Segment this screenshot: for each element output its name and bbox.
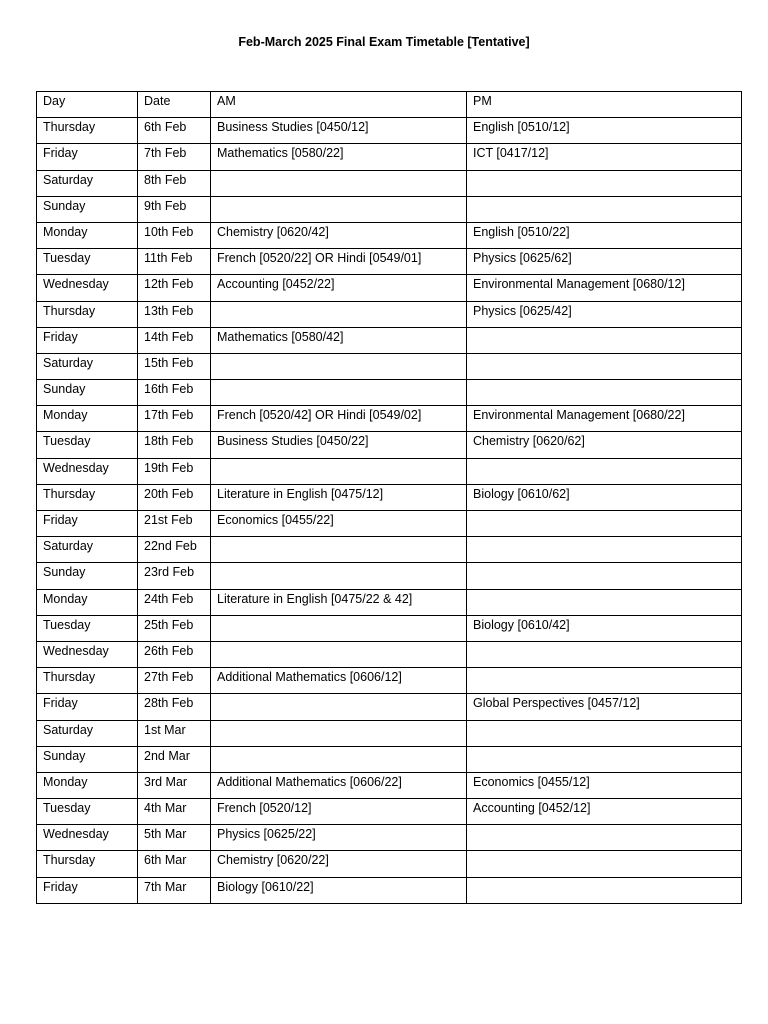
cell-pm (467, 720, 742, 746)
table-row (37, 406, 742, 432)
cell-am: Mathematics [0580/22] (211, 144, 467, 170)
cell-pm (467, 877, 742, 903)
cell-date: 2nd Mar (138, 746, 211, 772)
cell-date: 21st Feb (138, 511, 211, 537)
cell-date: 11th Feb (138, 249, 211, 275)
cell-am: Literature in English [0475/22 & 42] (211, 589, 467, 615)
cell-pm (467, 353, 742, 379)
table-row (37, 301, 742, 327)
table-row (37, 851, 742, 877)
cell-day: Sunday (37, 380, 138, 406)
cell-date: 1st Mar (138, 720, 211, 746)
cell-date: 14th Feb (138, 327, 211, 353)
cell-day: Wednesday (37, 275, 138, 301)
table-row (37, 511, 742, 537)
cell-am (211, 720, 467, 746)
table-row (37, 720, 742, 746)
cell-date: 12th Feb (138, 275, 211, 301)
cell-date: 9th Feb (138, 196, 211, 222)
cell-pm (467, 170, 742, 196)
cell-am (211, 615, 467, 641)
cell-day: Tuesday (37, 615, 138, 641)
table-row (37, 537, 742, 563)
cell-day: Sunday (37, 746, 138, 772)
cell-date: 28th Feb (138, 694, 211, 720)
cell-pm (467, 746, 742, 772)
cell-date: 10th Feb (138, 222, 211, 248)
table-row (37, 799, 742, 825)
cell-am: French [0520/42] OR Hindi [0549/02] (211, 406, 467, 432)
cell-date: 5th Mar (138, 825, 211, 851)
cell-date: 17th Feb (138, 406, 211, 432)
cell-day: Tuesday (37, 799, 138, 825)
cell-day: Saturday (37, 720, 138, 746)
cell-pm (467, 458, 742, 484)
cell-date: 4th Mar (138, 799, 211, 825)
cell-am: Business Studies [0450/22] (211, 432, 467, 458)
cell-am (211, 641, 467, 667)
cell-day: Friday (37, 511, 138, 537)
cell-pm: Environmental Management [0680/22] (467, 406, 742, 432)
table-header-row (37, 92, 742, 118)
cell-am: Additional Mathematics [0606/22] (211, 772, 467, 798)
cell-am (211, 458, 467, 484)
exam-timetable (36, 91, 742, 904)
cell-day: Wednesday (37, 641, 138, 667)
cell-day: Saturday (37, 537, 138, 563)
cell-pm: Chemistry [0620/62] (467, 432, 742, 458)
table-row (37, 458, 742, 484)
table-row (37, 353, 742, 379)
cell-pm: Physics [0625/62] (467, 249, 742, 275)
cell-date: 15th Feb (138, 353, 211, 379)
cell-am: Literature in English [0475/12] (211, 484, 467, 510)
cell-pm: Accounting [0452/12] (467, 799, 742, 825)
table-row (37, 144, 742, 170)
cell-am: Chemistry [0620/22] (211, 851, 467, 877)
cell-am: Additional Mathematics [0606/12] (211, 668, 467, 694)
cell-date: 7th Feb (138, 144, 211, 170)
cell-pm (467, 851, 742, 877)
cell-date: 27th Feb (138, 668, 211, 694)
cell-day: Friday (37, 694, 138, 720)
cell-am (211, 170, 467, 196)
cell-am (211, 353, 467, 379)
cell-date: 8th Feb (138, 170, 211, 196)
cell-date: 25th Feb (138, 615, 211, 641)
cell-day: Thursday (37, 668, 138, 694)
table-row (37, 118, 742, 144)
cell-am: Chemistry [0620/42] (211, 222, 467, 248)
table-row (37, 694, 742, 720)
table-row (37, 825, 742, 851)
cell-date: 24th Feb (138, 589, 211, 615)
cell-day: Saturday (37, 353, 138, 379)
cell-am: Economics [0455/22] (211, 511, 467, 537)
table-row (37, 222, 742, 248)
cell-am: Business Studies [0450/12] (211, 118, 467, 144)
table-row (37, 668, 742, 694)
cell-date: 20th Feb (138, 484, 211, 510)
page-title: Feb-March 2025 Final Exam Timetable [Tentative] (238, 35, 530, 49)
table-row (37, 196, 742, 222)
cell-date: 26th Feb (138, 641, 211, 667)
cell-am (211, 694, 467, 720)
table-row (37, 615, 742, 641)
cell-pm: ICT [0417/12] (467, 144, 742, 170)
cell-date: 23rd Feb (138, 563, 211, 589)
cell-am: Accounting [0452/22] (211, 275, 467, 301)
cell-day: Tuesday (37, 432, 138, 458)
table-row (37, 170, 742, 196)
cell-pm (467, 668, 742, 694)
cell-day: Monday (37, 772, 138, 798)
cell-day: Monday (37, 222, 138, 248)
cell-pm: Biology [0610/42] (467, 615, 742, 641)
table-row (37, 275, 742, 301)
table-row (37, 641, 742, 667)
cell-pm (467, 563, 742, 589)
cell-pm: Economics [0455/12] (467, 772, 742, 798)
cell-date: 16th Feb (138, 380, 211, 406)
cell-date: 3rd Mar (138, 772, 211, 798)
table-row (37, 327, 742, 353)
cell-date: 22nd Feb (138, 537, 211, 563)
cell-pm (467, 380, 742, 406)
cell-day: Thursday (37, 118, 138, 144)
header-date: Date (138, 92, 211, 118)
cell-day: Wednesday (37, 825, 138, 851)
cell-pm (467, 641, 742, 667)
cell-am: Physics [0625/22] (211, 825, 467, 851)
cell-day: Monday (37, 406, 138, 432)
cell-date: 7th Mar (138, 877, 211, 903)
cell-date: 13th Feb (138, 301, 211, 327)
cell-am (211, 746, 467, 772)
cell-am: French [0520/12] (211, 799, 467, 825)
cell-date: 18th Feb (138, 432, 211, 458)
table-row (37, 772, 742, 798)
table-row (37, 877, 742, 903)
cell-date: 6th Feb (138, 118, 211, 144)
table-row (37, 563, 742, 589)
cell-date: 6th Mar (138, 851, 211, 877)
cell-pm: English [0510/12] (467, 118, 742, 144)
cell-day: Friday (37, 144, 138, 170)
cell-am (211, 196, 467, 222)
timetable-body (37, 118, 742, 904)
cell-pm: Global Perspectives [0457/12] (467, 694, 742, 720)
cell-day: Thursday (37, 301, 138, 327)
cell-pm (467, 537, 742, 563)
header-pm: PM (467, 92, 742, 118)
cell-pm: Environmental Management [0680/12] (467, 275, 742, 301)
cell-day: Saturday (37, 170, 138, 196)
table-row (37, 380, 742, 406)
cell-pm (467, 589, 742, 615)
header-day: Day (37, 92, 138, 118)
cell-day: Thursday (37, 484, 138, 510)
cell-am (211, 380, 467, 406)
cell-day: Sunday (37, 196, 138, 222)
table-row (37, 432, 742, 458)
cell-date: 19th Feb (138, 458, 211, 484)
cell-pm (467, 825, 742, 851)
cell-am (211, 563, 467, 589)
cell-pm: Physics [0625/42] (467, 301, 742, 327)
cell-pm: Biology [0610/62] (467, 484, 742, 510)
table-row (37, 589, 742, 615)
table-row (37, 249, 742, 275)
cell-am (211, 301, 467, 327)
cell-day: Wednesday (37, 458, 138, 484)
cell-day: Tuesday (37, 249, 138, 275)
header-am: AM (211, 92, 467, 118)
cell-day: Monday (37, 589, 138, 615)
cell-pm (467, 196, 742, 222)
cell-pm (467, 327, 742, 353)
table-row (37, 484, 742, 510)
cell-day: Friday (37, 877, 138, 903)
cell-am: French [0520/22] OR Hindi [0549/01] (211, 249, 467, 275)
cell-am: Mathematics [0580/42] (211, 327, 467, 353)
cell-am: Biology [0610/22] (211, 877, 467, 903)
cell-am (211, 537, 467, 563)
cell-day: Sunday (37, 563, 138, 589)
cell-pm: English [0510/22] (467, 222, 742, 248)
table-row (37, 746, 742, 772)
cell-pm (467, 511, 742, 537)
cell-day: Thursday (37, 851, 138, 877)
cell-day: Friday (37, 327, 138, 353)
